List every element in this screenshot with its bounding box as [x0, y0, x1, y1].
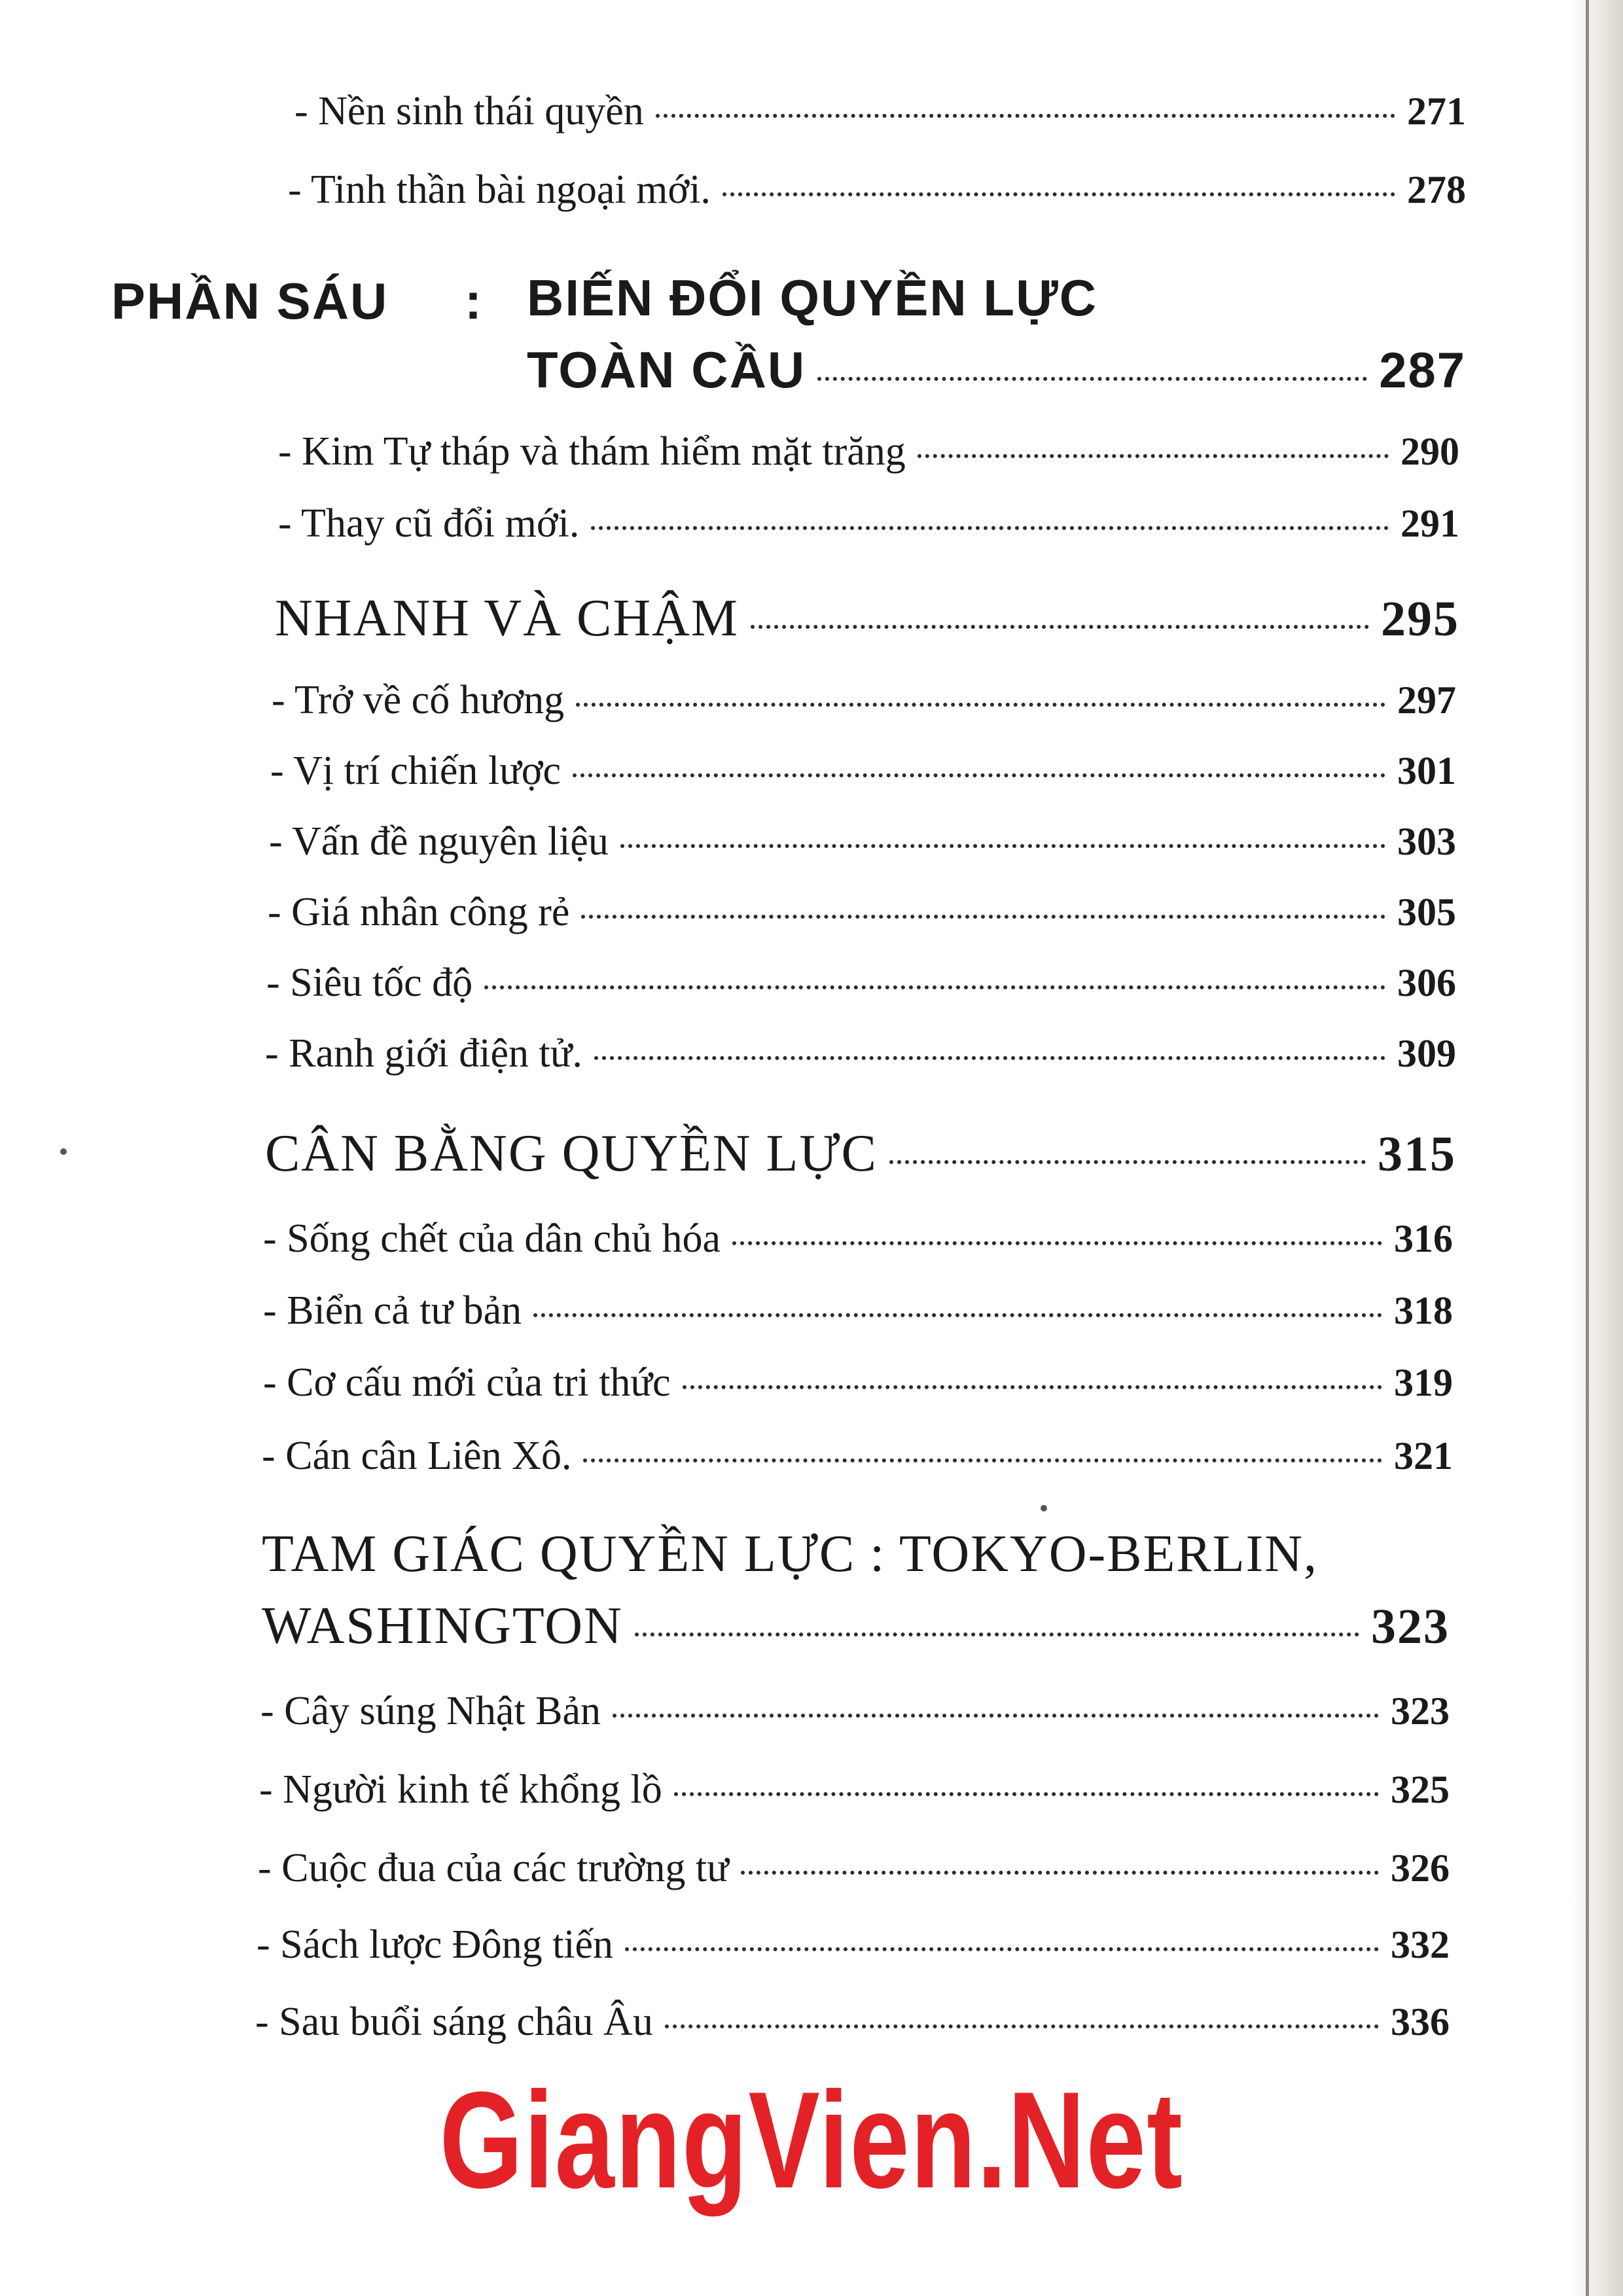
toc-entry	[269, 819, 1456, 871]
toc-entry-label: - Cây súng Nhật Bản	[260, 1689, 601, 1733]
part-title-line2: TOÀN CẦU	[527, 341, 806, 398]
toc-entry	[262, 1433, 1453, 1485]
watermark-logo: GiangVien.Net	[439, 2063, 1184, 2217]
toc-entry-page: 326	[1391, 1846, 1450, 1890]
dot-leader	[635, 1633, 1359, 1636]
toc-entry	[263, 1216, 1453, 1268]
dot-leader	[683, 1385, 1382, 1389]
dot-leader	[573, 773, 1385, 777]
dot-leader	[732, 1241, 1382, 1245]
toc-entry-label: - Thay cũ đổi mới.	[278, 501, 580, 546]
dot-leader	[484, 985, 1385, 989]
toc-entry	[270, 748, 1456, 800]
toc-entry-label: - Trở về cố hương	[272, 678, 565, 722]
dot-leader	[581, 915, 1385, 919]
scan-speck	[1041, 1505, 1047, 1511]
dot-leader	[613, 1714, 1379, 1718]
toc-entry-label: - Biển cả tư bản	[263, 1288, 522, 1333]
toc-entry	[278, 501, 1459, 553]
section-page: 315	[1378, 1127, 1456, 1182]
part-colon: :	[465, 272, 483, 330]
toc-entry-label: - Vấn đề nguyên liệu	[269, 819, 609, 864]
toc-entry-page: 325	[1391, 1768, 1450, 1811]
toc-entry	[288, 167, 1466, 219]
dot-leader	[817, 377, 1367, 381]
dot-leader	[533, 1313, 1382, 1317]
dot-leader	[665, 2024, 1379, 2028]
toc-entry	[259, 1767, 1450, 1819]
toc-entry-page: 271	[1407, 90, 1466, 133]
toc-entry-label: - Cán cân Liên Xô.	[262, 1434, 572, 1478]
toc-entry-page: 290	[1400, 430, 1459, 473]
toc-entry	[294, 88, 1466, 141]
part-title-line1: BIẾN ĐỔI QUYỀN LỰC	[527, 269, 1098, 327]
toc-entry	[257, 1922, 1450, 1974]
toc-entry-label: - Ranh giới điện tử.	[265, 1031, 582, 1076]
toc-entry-page: 336	[1391, 2000, 1450, 2043]
toc-entry-page: 305	[1397, 891, 1456, 934]
section-page: 323	[1371, 1599, 1450, 1654]
toc-entry	[263, 1288, 1453, 1340]
toc-entry-page: 316	[1394, 1217, 1453, 1260]
toc-entry-page: 323	[1391, 1689, 1450, 1733]
toc-entry-page: 318	[1394, 1289, 1453, 1332]
toc-entry-label: - Sống chết của dân chủ hóa	[263, 1216, 721, 1261]
toc-entry-page: 297	[1397, 679, 1456, 722]
toc-entry-label: - Vị trí chiến lược	[270, 749, 562, 793]
part-title-row	[527, 340, 1466, 400]
toc-entry	[265, 1031, 1456, 1083]
dot-leader	[625, 1947, 1379, 1951]
scan-speck	[60, 1148, 67, 1155]
toc-entry-page: 321	[1394, 1434, 1453, 1477]
toc-entry	[278, 429, 1459, 481]
dot-leader	[674, 1792, 1379, 1796]
toc-entry-page: 303	[1397, 820, 1456, 863]
toc-entry-label: - Cơ cấu mới của tri thức	[263, 1360, 671, 1405]
dot-leader	[918, 454, 1389, 458]
toc-entry-page: 291	[1400, 502, 1459, 545]
toc-entry	[272, 677, 1456, 730]
dot-leader	[576, 703, 1385, 707]
section-heading	[275, 589, 1459, 648]
dot-leader	[722, 192, 1395, 196]
toc-entry-page: 319	[1394, 1361, 1453, 1404]
toc-entry	[266, 960, 1456, 1012]
toc-entry-label: - Kim Tự tháp và thám hiểm mặt trăng	[278, 429, 906, 474]
toc-entry-label: - Siêu tốc độ	[266, 961, 473, 1005]
section-title-line1: TAM GIÁC QUYỀN LỰC : TOKYO-BERLIN,	[262, 1525, 1318, 1583]
section-title: CÂN BẰNG QUYỀN LỰC	[265, 1125, 878, 1182]
section-heading	[262, 1597, 1450, 1656]
toc-entry-label: - Sau buổi sáng châu Âu	[255, 2000, 653, 2044]
dot-leader	[594, 1056, 1385, 1060]
toc-entry-label: - Sách lược Đông tiến	[257, 1922, 614, 1967]
toc-entry-page: 278	[1407, 168, 1466, 211]
dot-leader	[741, 1871, 1379, 1875]
part-page: 287	[1379, 343, 1466, 398]
dot-leader	[751, 625, 1369, 629]
toc-entry	[263, 1360, 1453, 1412]
dot-leader	[889, 1160, 1366, 1164]
toc-entry-label: - Tinh thần bài ngoại mới.	[288, 168, 711, 212]
toc-entry	[268, 889, 1456, 942]
toc-entry-page: 301	[1397, 749, 1456, 792]
section-title-line2: WASHINGTON	[262, 1597, 623, 1655]
toc-entry-label: - Cuộc đua của các trường tư	[258, 1846, 729, 1890]
toc-entry	[255, 1999, 1450, 2051]
dot-leader	[591, 526, 1389, 530]
toc-entry	[260, 1688, 1450, 1740]
toc-entry-label: - Giá nhân công rẻ	[268, 890, 570, 934]
toc-entry-label: - Nền sinh thái quyền	[294, 89, 644, 133]
toc-entry-page: 306	[1397, 961, 1456, 1004]
section-heading	[265, 1124, 1456, 1184]
toc-entry-label: - Người kinh tế khổng lồ	[259, 1767, 662, 1812]
toc-entry-page: 309	[1397, 1032, 1456, 1075]
part-label: PHẦN SÁU	[111, 272, 389, 330]
toc-entry-page: 332	[1391, 1923, 1450, 1966]
dot-leader	[620, 844, 1385, 848]
dot-leader	[583, 1458, 1382, 1462]
dot-leader	[656, 114, 1395, 118]
section-title: NHANH VÀ CHẬM	[275, 590, 740, 647]
toc-entry	[258, 1845, 1450, 1898]
section-page: 295	[1381, 592, 1459, 646]
